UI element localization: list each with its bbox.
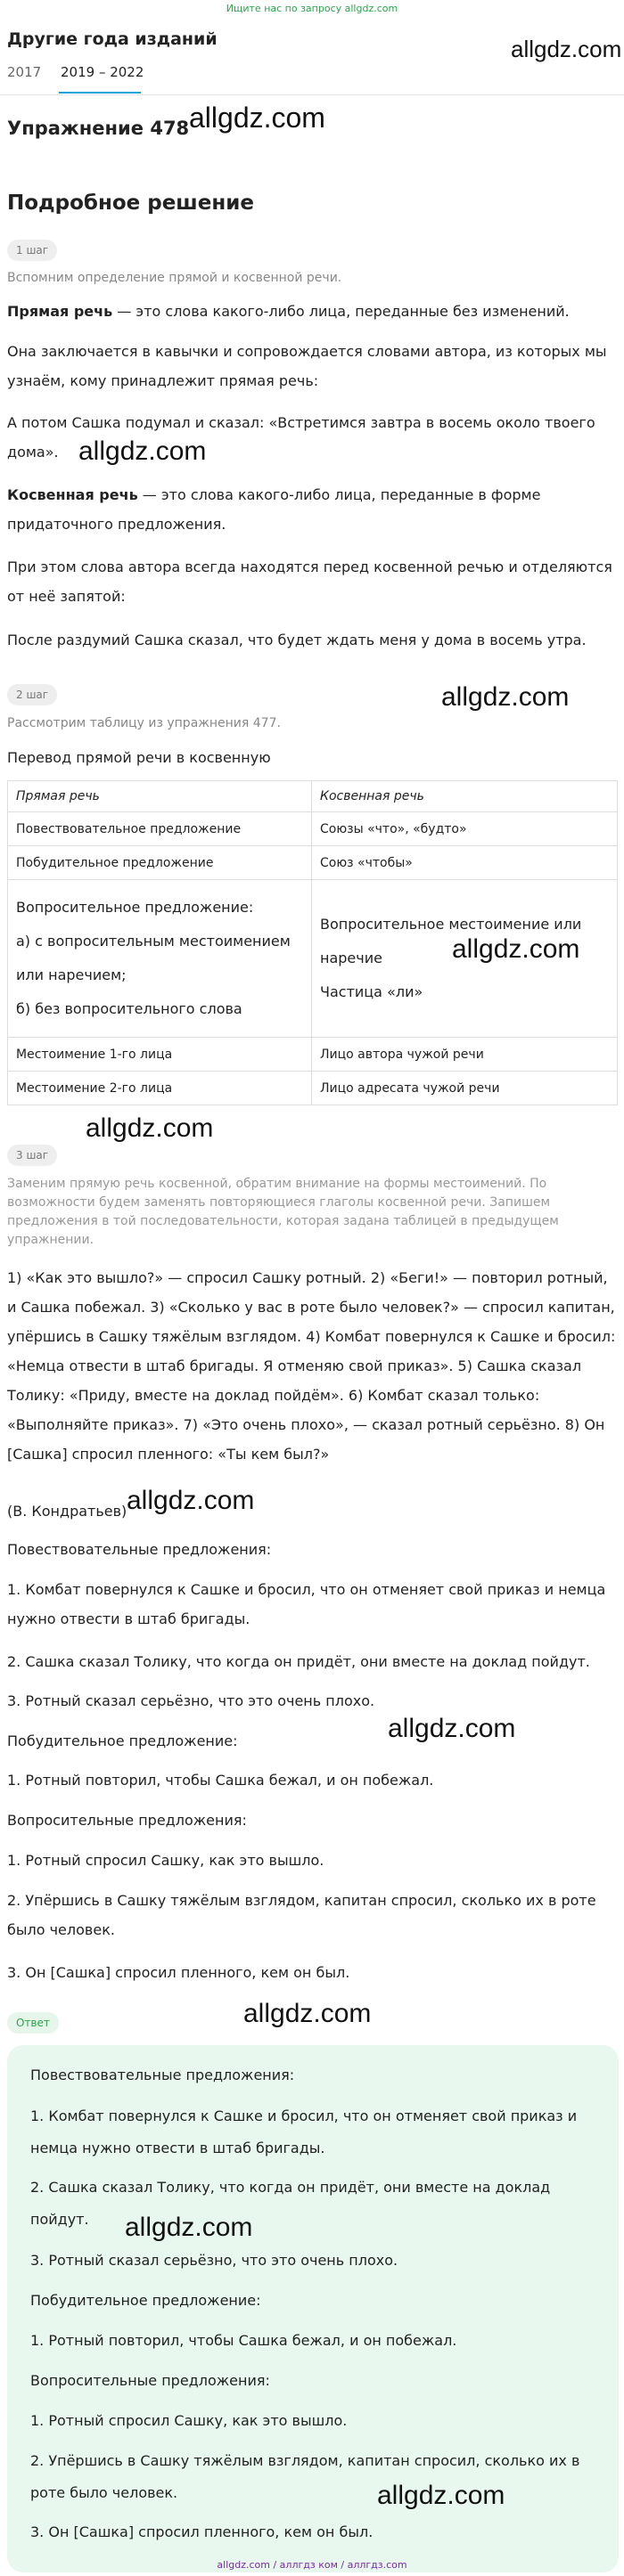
table-header: Прямая речь <box>8 781 312 812</box>
table-cell: Союзы «что», «будто» <box>312 812 618 846</box>
table-row <box>8 812 618 846</box>
section-heading: Повествовательные предложения: <box>7 1541 272 1558</box>
step-badge: 1 шаг <box>7 240 57 261</box>
term: Косвенная речь <box>7 486 138 503</box>
watermark: allgdz.com <box>243 1999 372 2028</box>
result-sentence: 1. Ротный спросил Сашку, как это вышло. <box>7 1852 324 1869</box>
paragraph: При этом слова автора всегда находятся перед косвенной речью и отделяются от неё запятой: <box>7 558 612 605</box>
tab-2019-2022[interactable]: 2019 – 2022 <box>61 64 144 80</box>
tab-2017[interactable]: 2017 <box>7 64 42 80</box>
table-row <box>8 846 618 880</box>
watermark: allgdz.com <box>452 934 580 964</box>
cell-line: Вопросительное местоимение или наречие <box>320 916 582 966</box>
answer-sentence: 1. Ротный спросил Сашку, как это вышло. <box>30 2412 348 2429</box>
example-paragraph: После раздумий Сашка сказал, что будет ждать меня у дома в восемь утра. <box>7 632 587 648</box>
result-sentence: 2. Упёршись в Сашку тяжёлым взглядом, капитан спросил, сколько их в роте было человек. <box>7 1892 596 1938</box>
example-paragraph: А потом Сашка подумал и сказал: «Встретимся завтра в восемь около твоего дома». <box>7 414 595 461</box>
result-sentence: 1. Ротный повторил, чтобы Сашка бежал, и он побежал. <box>7 1772 434 1789</box>
active-tab-indicator <box>59 92 141 94</box>
other-years-title: Другие года изданий <box>7 29 218 49</box>
divider <box>0 94 624 95</box>
term: Прямая речь <box>7 303 113 320</box>
table-cell: Местоимение 1-го лица <box>8 1038 312 1072</box>
definition-indirect <box>7 480 619 539</box>
table-cell: Лицо адресата чужой речи <box>312 1072 618 1105</box>
answer-sentence: 2. Сашка сказал Толику, что когда он придёт, они вместе на доклад пойдут. <box>30 2179 551 2228</box>
table-cell: Повествовательное предложение <box>8 812 312 846</box>
paragraph: Она заключается в кавычки и сопровождается словами автора, из которых мы узнаём, кому принадлежит прямая речь: <box>7 343 607 389</box>
answer-sentence: 1. Ротный повторил, чтобы Сашка бежал, и он побежал. <box>30 2332 457 2349</box>
cell-line: Частица «ли» <box>320 983 423 1000</box>
exercise-title: Упражнение 478 <box>7 118 190 139</box>
definition-text: — это слова какого-либо лица, переданные без изменений. <box>112 303 570 320</box>
table-header: Косвенная речь <box>312 781 618 812</box>
watermark: allgdz.com <box>189 102 325 134</box>
definition-text: — это слова какого-либо лица, переданные в форме придаточного предложения. <box>7 486 541 533</box>
result-sentence: 3. Ротный сказал серьёзно, что это очень плохо. <box>7 1692 375 1709</box>
answer-heading: Вопросительные предложения: <box>30 2372 270 2389</box>
cell-line: а) с вопросительным местоимением или наречием; <box>16 933 291 983</box>
table-cell: Местоимение 2-го лица <box>8 1072 312 1105</box>
source-text: 1) «Как это вышло?» — спросил Сашку ротный. 2) «Беги!» — повторил ротный, и Сашка побежал. 3) «Сколько у вас в роте было человек?» — спросил капитан, упёршись в Сашку тяжёлым взглядом. 4) Комбат повернулся к Сашке и бросил: «Немца отвести в штаб бригады. Я отменяю свой приказ». 5) Сашка сказал Толику: «Приду, вместе на доклад пойдём». 6) Комбат сказал только: «Выполняйте приказ». 7) «Это очень плохо», — сказал ротный серьёзно. 8) Он [Сашка] спросил пленного: «Ты кем был?» <box>7 1269 616 1463</box>
definition-direct <box>7 297 619 326</box>
table-caption: Перевод прямой речи в косвенную <box>7 749 271 766</box>
answer-sentence: 2. Упёршись в Сашку тяжёлым взглядом, капитан спросил, сколько их в роте было человек. <box>30 2452 580 2501</box>
step-note: Заменим прямую речь косвенной, обратим внимание на формы местоимений. По возможности будем заменять повторяющиеся глаголы косвенной речи. Запишем предложения в той последовательности, которая задана таблицей в предыдущем упражнении. <box>7 1177 559 1247</box>
top-banner[interactable]: Ищите нас по запросу allgdz.com <box>226 3 398 14</box>
table-cell <box>8 880 312 1038</box>
cell-line: б) без вопросительного слова <box>16 1000 242 1017</box>
answer-sentence: 3. Ротный сказал серьёзно, что это очень плохо. <box>30 2252 398 2269</box>
table-row <box>8 1038 618 1072</box>
step-note: Вспомним определение прямой и косвенной речи. <box>7 271 342 285</box>
answer-sentence: 3. Он [Сашка] спросил пленного, кем он был. <box>30 2523 374 2540</box>
watermark: allgdz.com <box>78 436 207 466</box>
watermark: allgdz.com <box>377 2481 505 2510</box>
table-cell: Лицо автора чужой речи <box>312 1038 618 1072</box>
answer-sentence: 1. Комбат повернулся к Сашке и бросил, что он отменяет свой приказ и немца нужно отвести в штаб бригады. <box>30 2107 578 2156</box>
author: (В. Кондратьев) <box>7 1503 127 1520</box>
watermark: allgdz.com <box>388 1714 516 1743</box>
cell-line: Вопросительное предложение: <box>16 899 254 916</box>
footer-links[interactable]: allgdz.com / аллгдз ком / аллгдз.com <box>217 2559 407 2571</box>
solution-title: Подробное решение <box>7 192 254 215</box>
section-heading: Вопросительные предложения: <box>7 1812 247 1829</box>
answer-heading: Повествовательные предложения: <box>30 2067 295 2083</box>
answer-badge: Ответ <box>7 2012 59 2034</box>
watermark: allgdz.com <box>125 2213 253 2242</box>
result-sentence: 1. Комбат повернулся к Сашке и бросил, что он отменяет свой приказ и немца нужно отвести в штаб бригады. <box>7 1581 606 1627</box>
step-badge: 3 шаг <box>7 1145 57 1166</box>
section-heading: Побудительное предложение: <box>7 1732 238 1749</box>
result-sentence: 2. Сашка сказал Толику, что когда он придёт, они вместе на доклад пойдут. <box>7 1653 590 1670</box>
step-note: Рассмотрим таблицу из упражнения 477. <box>7 716 281 730</box>
watermark: allgdz.com <box>511 36 622 62</box>
table-cell: Союз «чтобы» <box>312 846 618 880</box>
watermark: allgdz.com <box>441 682 570 712</box>
answer-heading: Побудительное предложение: <box>30 2292 261 2309</box>
watermark: allgdz.com <box>86 1113 214 1143</box>
table-row <box>8 1072 618 1105</box>
table-cell: Побудительное предложение <box>8 846 312 880</box>
step-badge: 2 шаг <box>7 684 57 705</box>
watermark: allgdz.com <box>127 1486 255 1515</box>
result-sentence: 3. Он [Сашка] спросил пленного, кем он был. <box>7 1964 350 1981</box>
